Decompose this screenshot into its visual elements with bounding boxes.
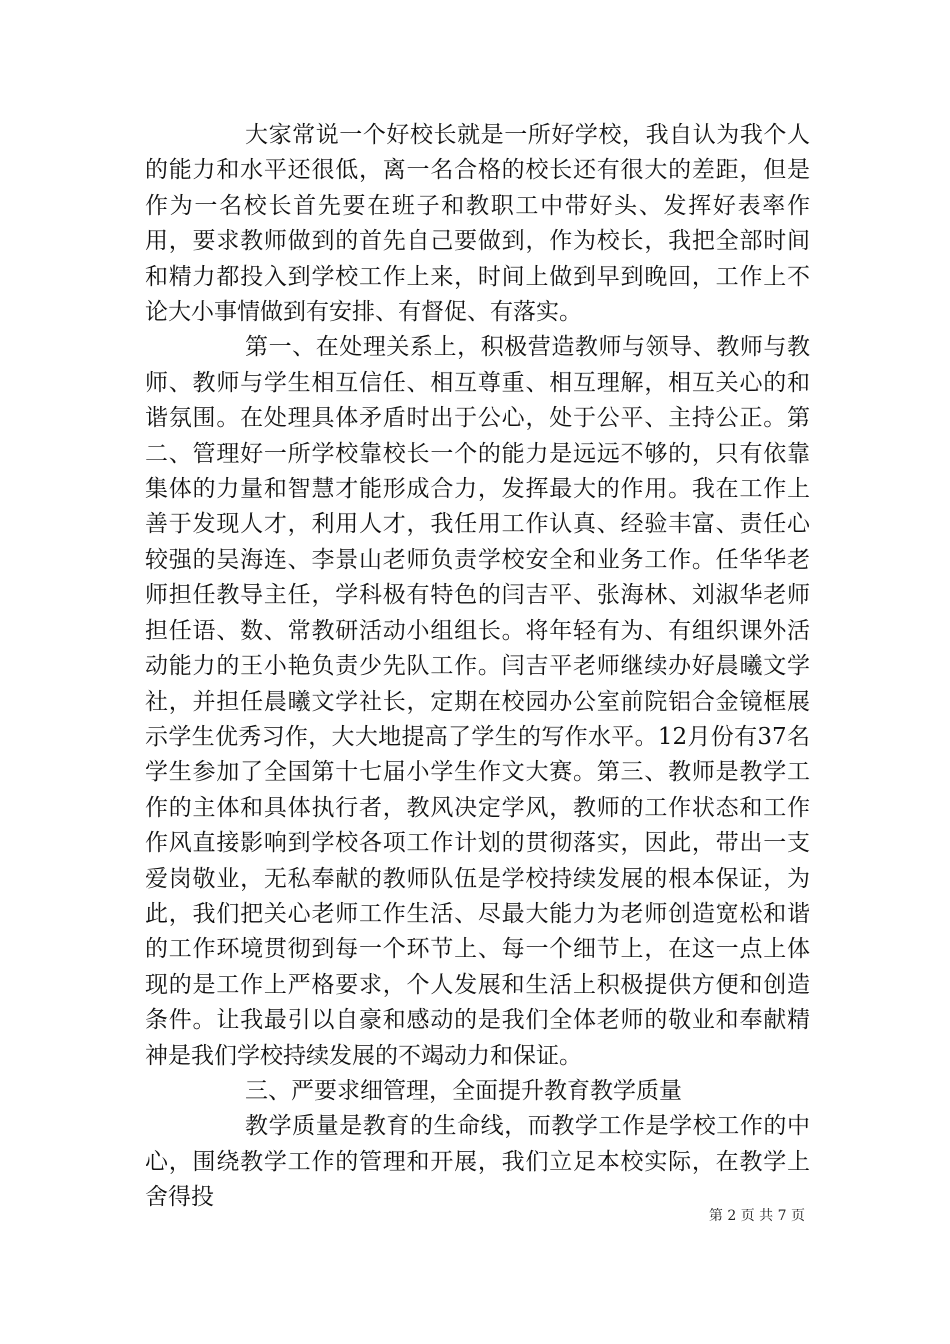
- document-body: [145, 118, 810, 1216]
- paragraph-management-measures: 第一、在处理关系上，积极营造教师与领导、教师与教师、教师与学生相互信任、相互尊重、相互理解，相互关心的和谐氛围。在处理具体矛盾时出于公心，处于公平、主持公正。第二、管理好一所学校靠校长一个的能力是远远不够的，只有依靠集体的力量和智慧才能形成合力，发挥最大的作用。我在工作上善于发现人才，利用人才，我任用工作认真、经验丰富、责任心较强的吴海连、李景山老师负责学校安全和业务工作。任华华老师担任教导主任，学科极有特色的闫吉平、张海林、刘淑华老师担任语、数、常教研活动小组组长。将年轻有为、有组织课外活动能力的王小艳负责少先队工作。闫吉平老师继续办好晨曦文学社，并担任晨曦文学社长，定期在校园办公室前院铝合金镜框展示学生优秀习作，大大地提高了学生的写作水平。12月份有37名学生参加了全国第十七届小学生作文大赛。第三、教师是教学工作的主体和具体执行者，教风决定学风，教师的工作状态和工作作风直接影响到学校各项工作计划的贯彻落实，因此，带出一支爱岗敬业，无私奉献的教师队伍是学校持续发展的根本保证，为此，我们把关心老师工作生活、尽最大能力为老师创造宽松和谐的工作环境贯彻到每一个环节上、每一个细节上，在这一点上体现的是工作上严格要求，个人发展和生活上积极提供方便和创造条件。让我最引以自豪和感动的是我们全体老师的敬业和奉献精神是我们学校持续发展的不竭动力和保证。: [145, 334, 810, 1069]
- paragraph-teaching-quality: 教学质量是教育的生命线，而教学工作是学校工作的中心，围绕教学工作的管理和开展，我们立足本校实际，在教学上舍得投: [145, 1113, 810, 1211]
- paragraph-principal-role: 大家常说一个好校长就是一所好学校，我自认为我个人的能力和水平还很低，离一名合格的校长还有很大的差距，但是作为一名校长首先要在班子和教职工中带好头、发挥好表率作用，要求教师做到的首先自己要做到，作为校长，我把全部时间和精力都投入到学校工作上来，时间上做到早到晚回，工作上不论大小事情做到有安排、有督促、有落实。: [145, 122, 810, 326]
- page-number: 第 2 页 共 7 页: [708, 1208, 805, 1224]
- section-heading-quality: 三、严要求细管理，全面提升教育教学质量: [245, 1077, 682, 1104]
